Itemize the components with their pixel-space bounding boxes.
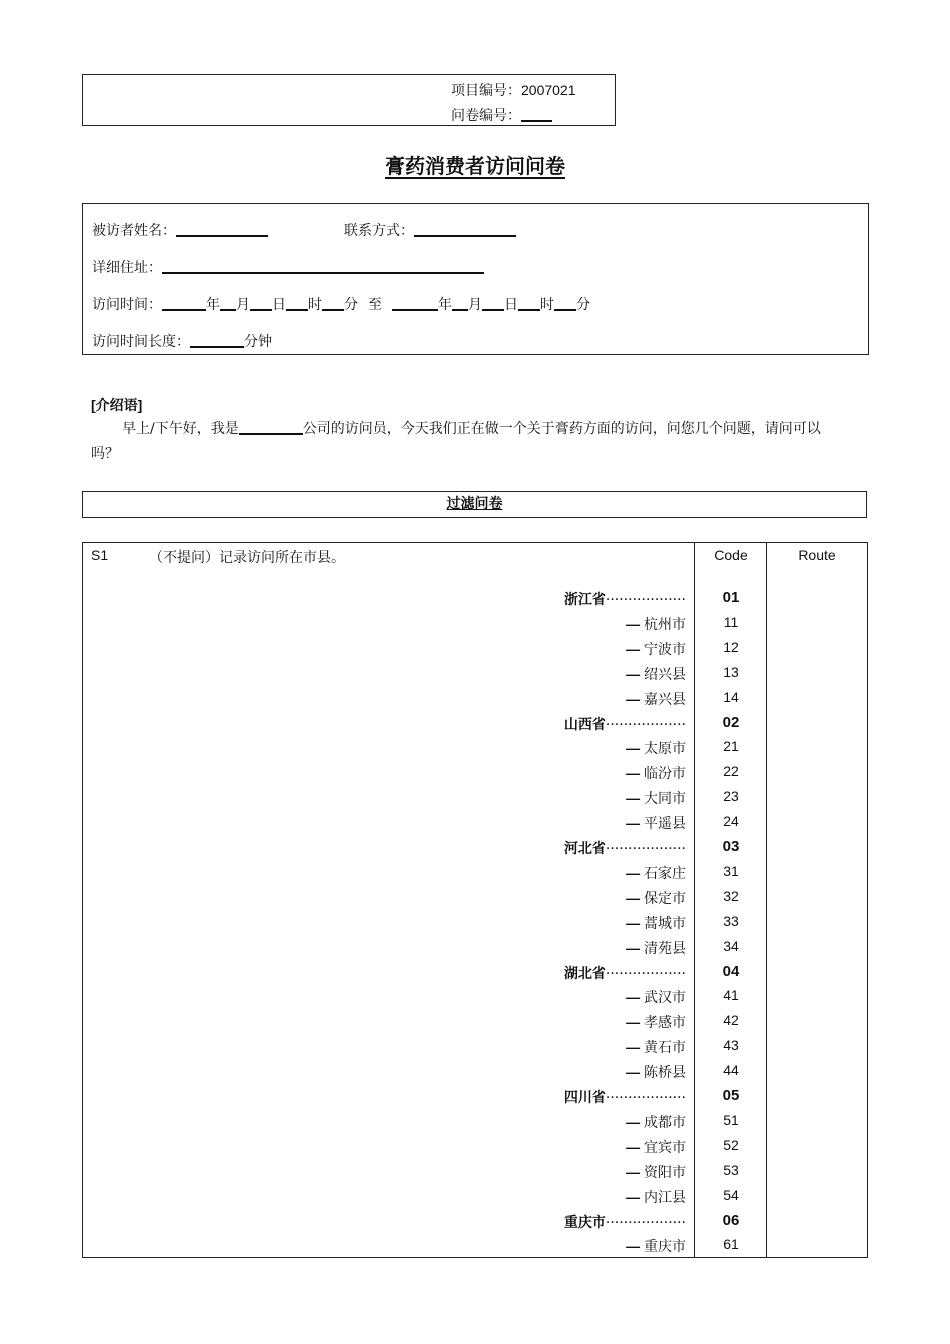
intro-text-before: 早上/下午好，我是 xyxy=(122,421,239,437)
option-code: 23 xyxy=(723,788,739,805)
option-code: 32 xyxy=(723,887,739,904)
unit-minute: 分 xyxy=(576,297,590,313)
option-code: 42 xyxy=(723,1012,739,1029)
city-name: 平遥县 xyxy=(644,816,686,833)
city-option-label xyxy=(626,1012,686,1032)
option-code: 02 xyxy=(722,713,740,731)
end-hour-blank[interactable] xyxy=(518,296,540,311)
unit-day: 日 xyxy=(272,297,286,313)
dash-marker: — xyxy=(626,1064,644,1081)
intro-text-after: 公司的访问员，今天我们正在做一个关于膏药方面的访问，问您几个问题，请问可以吗？ xyxy=(91,421,821,462)
option-code: 31 xyxy=(723,862,739,879)
city-name: 蒿城市 xyxy=(644,915,686,932)
city-option-label xyxy=(626,813,686,833)
end-day-blank[interactable] xyxy=(482,296,504,311)
city-name: 大同市 xyxy=(644,791,686,808)
city-option-label xyxy=(626,614,686,634)
city-option-row[interactable] xyxy=(83,1134,867,1159)
dot-leader: ·················· xyxy=(605,965,686,982)
unit-hour: 时 xyxy=(540,297,554,313)
city-option-row[interactable] xyxy=(83,735,867,760)
address-line xyxy=(92,257,484,277)
city-option-label xyxy=(626,913,686,933)
dash-marker: — xyxy=(626,989,644,1006)
start-day-blank[interactable] xyxy=(250,296,272,311)
option-code: 54 xyxy=(723,1186,739,1203)
option-code: 03 xyxy=(722,838,740,855)
project-info-box xyxy=(82,74,616,126)
option-code: 33 xyxy=(723,912,739,929)
city-option-label xyxy=(626,738,686,758)
duration-unit: 分钟 xyxy=(244,334,272,350)
city-option-label xyxy=(626,1112,686,1132)
dash-marker: — xyxy=(626,1039,644,1056)
province-option-row[interactable] xyxy=(83,960,867,985)
dash-marker: — xyxy=(626,615,644,632)
option-code: 24 xyxy=(723,813,739,830)
unit-hour: 时 xyxy=(308,297,322,313)
province-name: 四川省 xyxy=(563,1090,606,1106)
duration-label: 访问时间长度： xyxy=(92,334,190,350)
city-option-label xyxy=(626,938,686,958)
city-name: 石家庄 xyxy=(644,865,686,882)
end-month-blank[interactable] xyxy=(452,296,468,311)
question-table xyxy=(82,542,868,1258)
option-code: 52 xyxy=(723,1136,739,1153)
option-code: 61 xyxy=(723,1236,739,1253)
city-name: 清苑县 xyxy=(644,940,686,957)
city-option-label xyxy=(626,987,686,1007)
dash-marker: — xyxy=(626,1188,644,1205)
option-code: 51 xyxy=(723,1111,739,1128)
province-option-label xyxy=(564,838,686,858)
province-name: 山西省 xyxy=(563,716,606,733)
address-blank[interactable] xyxy=(162,259,484,274)
start-minute-blank[interactable] xyxy=(322,296,344,311)
end-year-blank[interactable] xyxy=(392,296,438,311)
city-option-row[interactable] xyxy=(83,686,867,711)
city-option-row[interactable] xyxy=(83,885,867,910)
city-option-row[interactable] xyxy=(83,1059,867,1084)
respondent-info-box xyxy=(82,203,869,355)
option-code: 14 xyxy=(723,688,739,705)
province-option-row[interactable] xyxy=(83,586,867,611)
dot-leader: ·················· xyxy=(605,1214,686,1231)
city-option-label xyxy=(626,788,686,808)
filter-title: 过滤问卷 xyxy=(446,496,503,512)
province-option-row[interactable] xyxy=(83,1209,867,1234)
province-option-label xyxy=(564,714,686,734)
dash-marker: — xyxy=(626,1163,644,1180)
option-code: 41 xyxy=(723,987,739,1004)
dot-leader: ·················· xyxy=(605,592,686,608)
city-option-row[interactable] xyxy=(83,1159,867,1184)
city-option-label xyxy=(626,664,686,684)
province-name: 重庆市 xyxy=(563,1214,606,1231)
city-option-row[interactable] xyxy=(83,636,867,661)
province-option-label xyxy=(564,1212,686,1232)
city-name: 内江县 xyxy=(644,1189,686,1206)
city-name: 孝感市 xyxy=(644,1015,686,1032)
city-option-row[interactable] xyxy=(83,1184,867,1209)
city-option-label xyxy=(626,1137,686,1157)
contact-blank[interactable] xyxy=(414,222,516,237)
address-label: 详细住址： xyxy=(92,260,162,276)
city-name: 绍兴县 xyxy=(644,666,686,683)
intro-text xyxy=(91,417,847,467)
option-code: 13 xyxy=(723,663,739,680)
city-option-label xyxy=(626,1236,686,1256)
dash-marker: — xyxy=(626,790,644,807)
city-name: 嘉兴县 xyxy=(644,691,686,708)
city-name: 宁波市 xyxy=(644,641,686,658)
option-code: 12 xyxy=(723,638,739,655)
city-name: 黄石市 xyxy=(644,1040,686,1057)
city-option-row[interactable] xyxy=(83,760,867,785)
option-code: 21 xyxy=(723,738,739,755)
dot-leader: ·················· xyxy=(605,1090,686,1106)
option-code: 34 xyxy=(723,937,739,954)
interview-time-line xyxy=(92,294,590,314)
dash-marker: — xyxy=(626,864,644,881)
city-option-label xyxy=(626,689,686,709)
unit-minute: 分 xyxy=(344,297,358,313)
dash-marker: — xyxy=(626,1238,644,1255)
page-title: 膏药消费者访问问卷 xyxy=(385,154,565,178)
city-name: 杭州市 xyxy=(644,616,686,633)
end-minute-blank[interactable] xyxy=(554,296,576,311)
dash-marker: — xyxy=(626,1014,644,1031)
city-option-row[interactable] xyxy=(83,1233,867,1258)
dash-marker: — xyxy=(626,765,644,782)
question-text: （不提问）记录访问所在市县。 xyxy=(149,550,345,566)
question-number: S1 xyxy=(91,547,109,563)
dash-marker: — xyxy=(626,690,644,707)
city-option-row[interactable] xyxy=(83,1034,867,1059)
city-option-row[interactable] xyxy=(83,611,867,636)
city-option-label xyxy=(626,863,686,883)
dash-marker: — xyxy=(626,939,644,956)
start-month-blank[interactable] xyxy=(220,296,236,311)
city-name: 资阳市 xyxy=(644,1164,686,1181)
unit-day: 日 xyxy=(504,297,518,313)
questionnaire-id-blank[interactable] xyxy=(521,106,552,122)
dot-leader: ·················· xyxy=(605,841,686,857)
city-option-row[interactable] xyxy=(83,935,867,960)
start-year-blank[interactable] xyxy=(162,296,206,311)
project-id-line xyxy=(451,80,576,100)
city-option-label xyxy=(626,1187,686,1207)
option-code: 06 xyxy=(722,1211,740,1229)
dash-marker: — xyxy=(626,1138,644,1155)
province-option-label xyxy=(564,589,686,609)
option-code: 01 xyxy=(722,589,740,606)
dash-marker: — xyxy=(626,740,644,757)
city-option-label xyxy=(626,1162,686,1182)
name-contact-line xyxy=(92,220,516,240)
province-option-label xyxy=(564,963,686,983)
dash-marker: — xyxy=(626,1113,644,1130)
province-option-label xyxy=(564,1087,686,1107)
questionnaire-id-line xyxy=(451,105,552,125)
city-option-row[interactable] xyxy=(83,1009,867,1034)
city-option-label xyxy=(626,888,686,908)
province-option-row[interactable] xyxy=(83,1084,867,1109)
route-header: Route xyxy=(798,547,836,563)
province-name: 河北省 xyxy=(563,841,606,857)
city-option-row[interactable] xyxy=(83,984,867,1009)
duration-line xyxy=(92,331,272,351)
city-option-label xyxy=(626,1062,686,1082)
intro-heading: [介绍语] xyxy=(91,397,143,413)
option-code: 22 xyxy=(723,763,739,780)
filter-section-header xyxy=(82,491,867,518)
start-hour-blank[interactable] xyxy=(286,296,308,311)
city-name: 保定市 xyxy=(644,890,686,907)
option-code: 43 xyxy=(723,1037,739,1054)
contact-label: 联系方式： xyxy=(344,223,414,239)
project-id-label: 项目编号： xyxy=(451,83,521,99)
city-name: 临汾市 xyxy=(644,766,686,783)
province-option-row[interactable] xyxy=(83,711,867,736)
project-id-value: 2007021 xyxy=(521,82,576,98)
city-option-label xyxy=(626,763,686,783)
unit-year: 年 xyxy=(438,297,452,313)
option-code: 11 xyxy=(723,613,739,630)
name-label: 被访者姓名： xyxy=(92,223,176,239)
unit-month: 月 xyxy=(236,297,250,313)
dash-marker: — xyxy=(626,640,644,657)
unit-year: 年 xyxy=(206,297,220,313)
city-name: 武汉市 xyxy=(644,990,686,1007)
option-code: 44 xyxy=(723,1062,739,1079)
city-option-label xyxy=(626,1037,686,1057)
province-option-row[interactable] xyxy=(83,835,867,860)
city-name: 成都市 xyxy=(644,1114,686,1131)
company-blank[interactable] xyxy=(239,419,303,435)
city-option-row[interactable] xyxy=(83,910,867,935)
city-name: 重庆市 xyxy=(644,1239,686,1256)
dash-marker: — xyxy=(626,889,644,906)
to-label: 至 xyxy=(368,297,382,313)
city-option-label xyxy=(626,639,686,659)
dot-leader: ·················· xyxy=(605,716,686,733)
dash-marker: — xyxy=(626,665,644,682)
code-header: Code xyxy=(714,547,748,563)
duration-blank[interactable] xyxy=(190,333,244,348)
questionnaire-id-label: 问卷编号： xyxy=(451,108,521,124)
city-name: 宜宾市 xyxy=(644,1139,686,1156)
province-name: 浙江省 xyxy=(563,592,606,608)
city-option-row[interactable] xyxy=(83,810,867,835)
city-option-row[interactable] xyxy=(83,661,867,686)
name-blank[interactable] xyxy=(176,222,268,237)
time-label: 访问时间： xyxy=(92,297,162,313)
city-option-row[interactable] xyxy=(83,860,867,885)
unit-month: 月 xyxy=(468,297,482,313)
dash-marker: — xyxy=(626,815,644,832)
city-option-row[interactable] xyxy=(83,1109,867,1134)
dash-marker: — xyxy=(626,914,644,931)
option-code: 53 xyxy=(723,1161,739,1178)
city-option-row[interactable] xyxy=(83,785,867,810)
option-code: 04 xyxy=(722,962,740,980)
option-code: 05 xyxy=(722,1087,740,1104)
city-name: 陈桥县 xyxy=(644,1065,686,1082)
province-name: 湖北省 xyxy=(563,965,606,982)
city-name: 太原市 xyxy=(644,741,686,758)
